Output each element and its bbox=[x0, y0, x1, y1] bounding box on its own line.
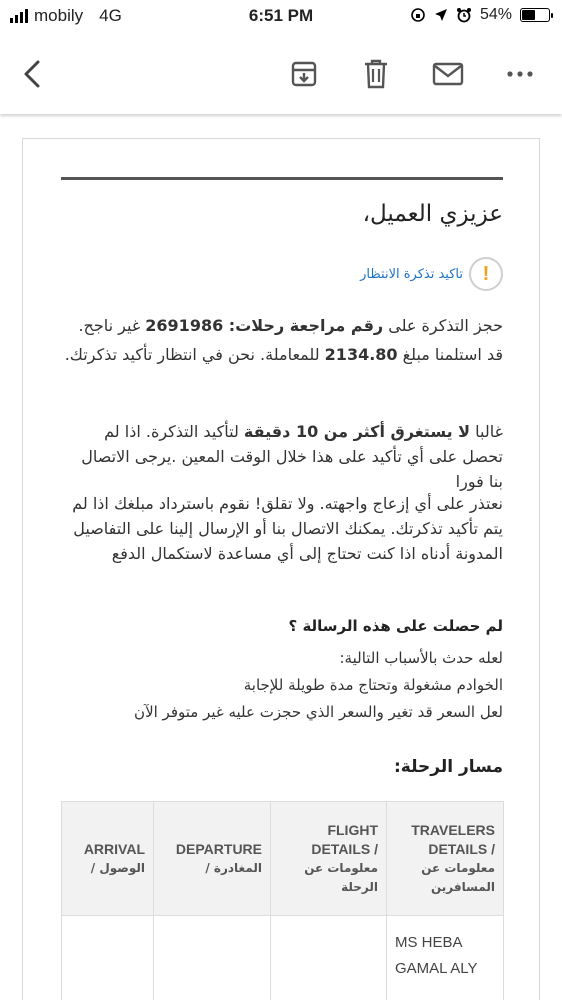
mail-icon bbox=[432, 62, 464, 86]
list-item: لعله حدث بالأسباب التالية: bbox=[339, 649, 503, 667]
status-right bbox=[410, 6, 550, 24]
column-header-departure: DEPARTURE المغادرة / bbox=[154, 802, 271, 916]
table-header-row bbox=[62, 802, 504, 916]
status-bar bbox=[0, 0, 562, 34]
email-body-card bbox=[22, 138, 540, 1000]
confirmation-time-paragraph: غالبا لا يستغرق أكثر من 10 دقيقة لتأكيد التذكرة. اذا لم تحصل على أي تأكيد على هذا خلال الوقت المعين .يرجى الاتصال بنا فورا bbox=[81, 422, 503, 491]
back-button[interactable] bbox=[12, 54, 52, 94]
list-item: لعل السعر قد تغير والسعر الذي حجزت عليه غير متوفر الآن bbox=[134, 703, 503, 721]
amount-received: 2134.80 bbox=[324, 345, 398, 364]
battery-icon bbox=[520, 8, 550, 22]
trash-icon bbox=[363, 58, 389, 90]
status-badge bbox=[360, 257, 503, 291]
reasons-heading: لم حصلت على هذه الرسالة ؟ bbox=[288, 617, 503, 635]
chevron-left-icon bbox=[20, 59, 44, 89]
more-options-button[interactable] bbox=[500, 54, 540, 94]
archive-icon bbox=[289, 59, 319, 89]
reasons-list bbox=[63, 645, 503, 726]
status-time: 6:51 PM bbox=[248, 6, 314, 25]
apology-paragraph: نعتذر على أي إزعاج واجهته. ولا تقلق! نقوم باسترداد مبلغك اذا لم يتم تأكيد تذكرتك. يمكنك الاتصال بنا أو الإرسال إلينا على التفاصيل المدونة أدناه اذا كنت تحتاج إلى أي مساعدة لاستكمال الدفع bbox=[72, 494, 503, 563]
location-icon bbox=[434, 8, 448, 22]
screen-lock-icon bbox=[410, 7, 426, 23]
email-toolbar bbox=[0, 34, 562, 114]
mark-unread-button[interactable] bbox=[428, 54, 468, 94]
time-limit: لا يستغرق أكثر من 10 دقيقة bbox=[243, 422, 471, 441]
trip-table bbox=[61, 801, 504, 1000]
carrier-name: mobily bbox=[34, 6, 84, 25]
route-heading: مسار الرحلة: bbox=[394, 757, 503, 777]
network-type: 4G bbox=[99, 6, 122, 25]
column-header-travelers: TRAVELERS DETAILS / معلومات عن المسافرين bbox=[387, 802, 504, 916]
greeting: عزيزي العميل، bbox=[362, 201, 503, 227]
badge-label: تاكيد تذكرة الانتظار bbox=[360, 266, 463, 282]
table-cell bbox=[154, 916, 271, 1000]
alarm-icon bbox=[456, 7, 472, 23]
header-divider bbox=[61, 177, 503, 180]
booking-reference: رقم مراجعة رحلات: 2691986 bbox=[145, 316, 384, 335]
warning-icon: ! bbox=[469, 257, 503, 291]
battery-percent: 54% bbox=[479, 6, 512, 23]
table-row bbox=[62, 916, 504, 1000]
archive-button[interactable] bbox=[284, 54, 324, 94]
column-header-arrival: ARRIVAL الوصول / bbox=[62, 802, 154, 916]
more-horizontal-icon bbox=[506, 70, 534, 78]
column-header-flight: FLIGHT DETAILS / معلومات عن الرحلة bbox=[271, 802, 387, 916]
table-cell bbox=[62, 916, 154, 1000]
delete-button[interactable] bbox=[356, 54, 396, 94]
battery-fill bbox=[522, 10, 535, 20]
table-cell bbox=[271, 916, 387, 1000]
list-item: الخوادم مشغولة وتحتاج مدة طويلة للإجابة bbox=[243, 676, 503, 694]
booking-status-paragraph: حجز التذكرة على رقم مراجعة رحلات: 2691986 غير ناجح. قد استلمنا مبلغ 2134.80 للمعاملة. نحن في انتظار تأكيد تذكرتك. bbox=[64, 316, 503, 364]
traveler-name: MS HEBA GAMAL ALY bbox=[387, 916, 504, 1000]
